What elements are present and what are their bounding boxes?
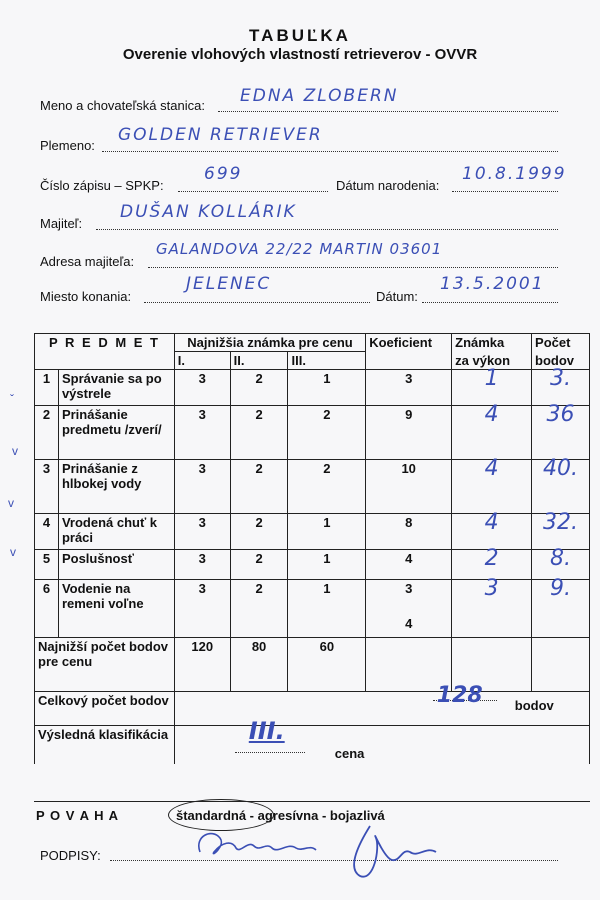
signatures-label: PODPISY:: [40, 848, 101, 863]
row-points: 3.: [532, 370, 590, 406]
check-mark: ˇ: [10, 392, 14, 406]
row-number: 2: [35, 406, 59, 460]
row-coefficient: 10: [366, 460, 452, 514]
row-number: 6: [35, 580, 59, 638]
row-prize-iii: 1: [288, 550, 366, 580]
row-prize-iii: 2: [288, 460, 366, 514]
reg-value: 699: [204, 164, 243, 184]
row-points: 9.: [532, 580, 590, 638]
form-title: TABUĽKA: [249, 26, 351, 45]
temper-label: P O V A H A: [36, 808, 119, 823]
row-points: 36: [532, 406, 590, 460]
reg-dots: [178, 191, 328, 192]
row-prize-i: 3: [174, 580, 230, 638]
address-dots: [148, 267, 558, 268]
row-prize-i: 3: [174, 550, 230, 580]
owner-value: DUŠAN KOLLÁRIK: [120, 202, 297, 222]
mark-header: Známka: [452, 334, 532, 352]
coefficient-header: Koeficient: [366, 334, 452, 370]
classification-row: [35, 726, 590, 764]
date-dots: [422, 302, 558, 303]
row-prize-ii: 2: [230, 514, 288, 550]
row-coefficient-a: 3: [405, 581, 413, 596]
table-row: [35, 370, 590, 406]
row-mark: 1: [452, 370, 532, 406]
min-points-iii: 60: [288, 638, 366, 692]
table-header-row: [35, 334, 590, 352]
breed-value: GOLDEN RETRIEVER: [118, 125, 323, 145]
classification-dots: [235, 752, 305, 753]
breed-label: Plemeno:: [40, 138, 95, 153]
row-prize-i: 3: [174, 406, 230, 460]
row-prize-i: 3: [174, 460, 230, 514]
classification-unit: cena: [334, 746, 365, 761]
table-row: [35, 406, 590, 460]
table-row: [35, 460, 590, 514]
place-value: JELENEC: [186, 274, 272, 294]
row-points: 40.: [532, 460, 590, 514]
name-label: Meno a chovateľská stanica:: [40, 98, 205, 113]
owner-label: Majiteľ:: [40, 216, 83, 231]
birth-label: Dátum narodenia:: [336, 178, 440, 193]
row-prize-iii: 1: [288, 580, 366, 638]
row-subject: Vodenie na remeni voľne: [58, 580, 174, 638]
row-number: 5: [35, 550, 59, 580]
signature-2: [340, 818, 450, 884]
empty-cell: [532, 638, 590, 692]
name-dots: [218, 111, 558, 112]
row-prize-iii: 1: [288, 514, 366, 550]
reg-label: Číslo zápisu – SPKP:: [40, 178, 164, 193]
row-mark: 4: [452, 406, 532, 460]
row-prize-ii: 2: [230, 406, 288, 460]
points-header: Počet: [532, 334, 590, 352]
classification-label: Výsledná klasifikácia: [35, 726, 175, 764]
total-cell: [174, 683, 589, 726]
row-mark: 3: [452, 580, 532, 638]
birth-dots: [452, 191, 558, 192]
row-coefficient: [366, 580, 452, 638]
row-prize-i: 3: [174, 514, 230, 550]
row-prize-ii: 2: [230, 550, 288, 580]
mark-header-2: za výkon: [452, 352, 532, 370]
row-subject: Správanie sa po výstrele: [58, 370, 174, 406]
table-row: [35, 550, 590, 580]
total-row: [35, 692, 590, 726]
subject-header: P R E D M E T: [35, 334, 175, 370]
row-number: 3: [35, 460, 59, 514]
row-mark: 2: [452, 550, 532, 580]
row-mark: 4: [452, 460, 532, 514]
min-points-i: 120: [174, 638, 230, 692]
row-prize-ii: 2: [230, 460, 288, 514]
row-points: 32.: [532, 514, 590, 550]
evaluation-table: [34, 333, 590, 764]
points-header-2: bodov: [532, 352, 590, 370]
row-number: 1: [35, 370, 59, 406]
total-value: 128: [436, 683, 483, 708]
row-coefficient-b: 4: [405, 616, 413, 631]
prize-i-header: I.: [174, 352, 230, 370]
row-points: 8.: [532, 550, 590, 580]
address-value: GALANDOVA 22/22 MARTIN 03601: [156, 240, 443, 258]
min-points-ii: 80: [230, 638, 288, 692]
min-points-row: [35, 638, 590, 692]
place-label: Miesto konania:: [40, 289, 132, 304]
row-coefficient: 4: [366, 550, 452, 580]
address-label: Adresa majiteľa:: [40, 254, 135, 269]
row-prize-ii: 2: [230, 580, 288, 638]
place-dots: [144, 302, 370, 303]
row-prize-iii: 2: [288, 406, 366, 460]
check-mark: v: [12, 444, 18, 458]
row-coefficient: 8: [366, 514, 452, 550]
signature-1: [192, 822, 322, 872]
check-mark: v: [8, 496, 14, 510]
temper-options: štandardná - agresívna - bojazlivá: [176, 808, 385, 823]
row-subject: Prinášanie z hlbokej vody: [58, 460, 174, 514]
birth-value: 10.8.1999: [462, 164, 567, 184]
row-number: 4: [35, 514, 59, 550]
row-subject: Poslušnosť: [58, 550, 174, 580]
classification-value: III.: [248, 717, 285, 745]
row-mark: 4: [452, 514, 532, 550]
date-value: 13.5.2001: [440, 274, 545, 294]
row-coefficient: 9: [366, 406, 452, 460]
table-row: [35, 580, 590, 638]
row-subject: Prinášanie predmetu /zverí/: [58, 406, 174, 460]
table-row: [35, 514, 590, 550]
name-value: EDNA ZLOBERN: [240, 86, 399, 106]
total-label: Celkový počet bodov: [35, 692, 175, 726]
row-prize-i: 3: [174, 370, 230, 406]
prize-ii-header: II.: [230, 352, 288, 370]
row-coefficient: 3: [366, 370, 452, 406]
row-subject: Vrodená chuť k práci: [58, 514, 174, 550]
total-unit: bodov: [514, 698, 554, 713]
date-label: Dátum:: [376, 289, 418, 304]
form-subtitle: Overenie vlohových vlastností retrieverov - OVVR: [122, 46, 478, 63]
row-prize-ii: 2: [230, 370, 288, 406]
check-mark: v: [10, 545, 16, 559]
breed-dots: [102, 151, 558, 152]
prize-iii-header: III.: [288, 352, 366, 370]
signatures-dots: [110, 860, 558, 861]
row-prize-iii: 1: [288, 370, 366, 406]
min-points-label: Najnižší počet bodov pre cenu: [35, 638, 175, 692]
classification-cell: [174, 717, 589, 764]
owner-dots: [96, 229, 558, 230]
temper-rule: [34, 801, 590, 802]
lowest-grade-header: Najnižšia známka pre cenu: [174, 334, 365, 352]
